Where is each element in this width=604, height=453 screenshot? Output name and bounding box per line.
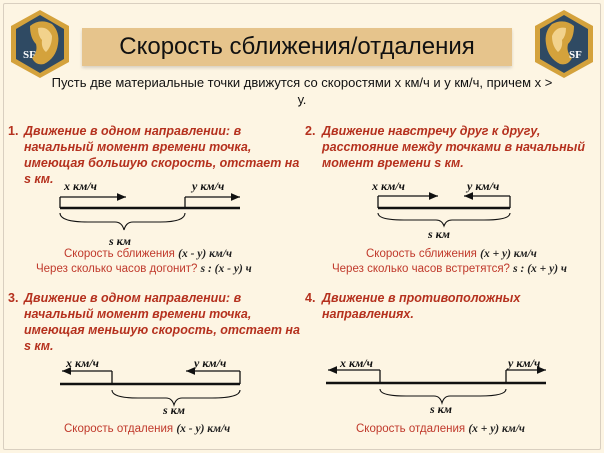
speed-formula: Скорость сближения (х + у) км/ч [366, 248, 537, 260]
speed-label-right: у км/ч [194, 356, 227, 370]
case-number: 3. [8, 291, 19, 305]
lion-logo-icon [8, 8, 72, 80]
svg-text:SF: SF [569, 49, 582, 61]
speed-label-left: х км/ч [64, 179, 97, 193]
speed-formula: Скорость сближения (х - у) км/ч [64, 248, 233, 260]
case-description: Движение в одном направлении: в начальный момент времени точка, имеющая большую скорость, отстает на s км. [24, 124, 300, 186]
speed-label-left: х км/ч [372, 179, 405, 193]
case-number: 1. [8, 124, 19, 138]
time-formula: Через сколько часов догонит? s : (х - у) ч [36, 263, 252, 275]
case-description: Движение в одном направлении: в начальный момент времени точка, имеющая меньшую скорость, отстает на s км. [24, 291, 300, 353]
svg-text:SF: SF [23, 49, 36, 61]
speed-label-right: у км/ч [192, 179, 225, 193]
lion-logo-icon [532, 8, 596, 80]
distance-label: s км [428, 227, 450, 241]
case-description: Движение в противоположных направлениях. [322, 291, 521, 321]
speed-label-left: х км/ч [340, 356, 373, 370]
speed-label-right: у км/ч [467, 179, 500, 193]
page-title: Скорость сближения/отдаления [82, 28, 512, 66]
page-frame [3, 3, 601, 450]
speed-label-left: х км/ч [66, 356, 99, 370]
speed-label-right: у км/ч [508, 356, 541, 370]
case-number: 4. [305, 291, 316, 305]
case-description: Движение навстречу друг к другу, расстояние между точками в начальный момент времени s км. [322, 124, 585, 170]
time-formula: Через сколько часов встретятся? s : (х + у) ч [332, 263, 567, 275]
speed-formula: Скорость отдаления (х - у) км/ч [64, 423, 231, 435]
speed-formula: Скорость отдаления (х + у) км/ч [356, 423, 525, 435]
case-number: 2. [305, 124, 316, 138]
distance-label: s км [163, 403, 185, 417]
distance-label: s км [109, 234, 131, 248]
distance-label: s км [430, 402, 452, 416]
intro-text: Пусть две материальные точки движутся со скоростями х км/ч и у км/ч, причем х > у. [51, 75, 553, 107]
